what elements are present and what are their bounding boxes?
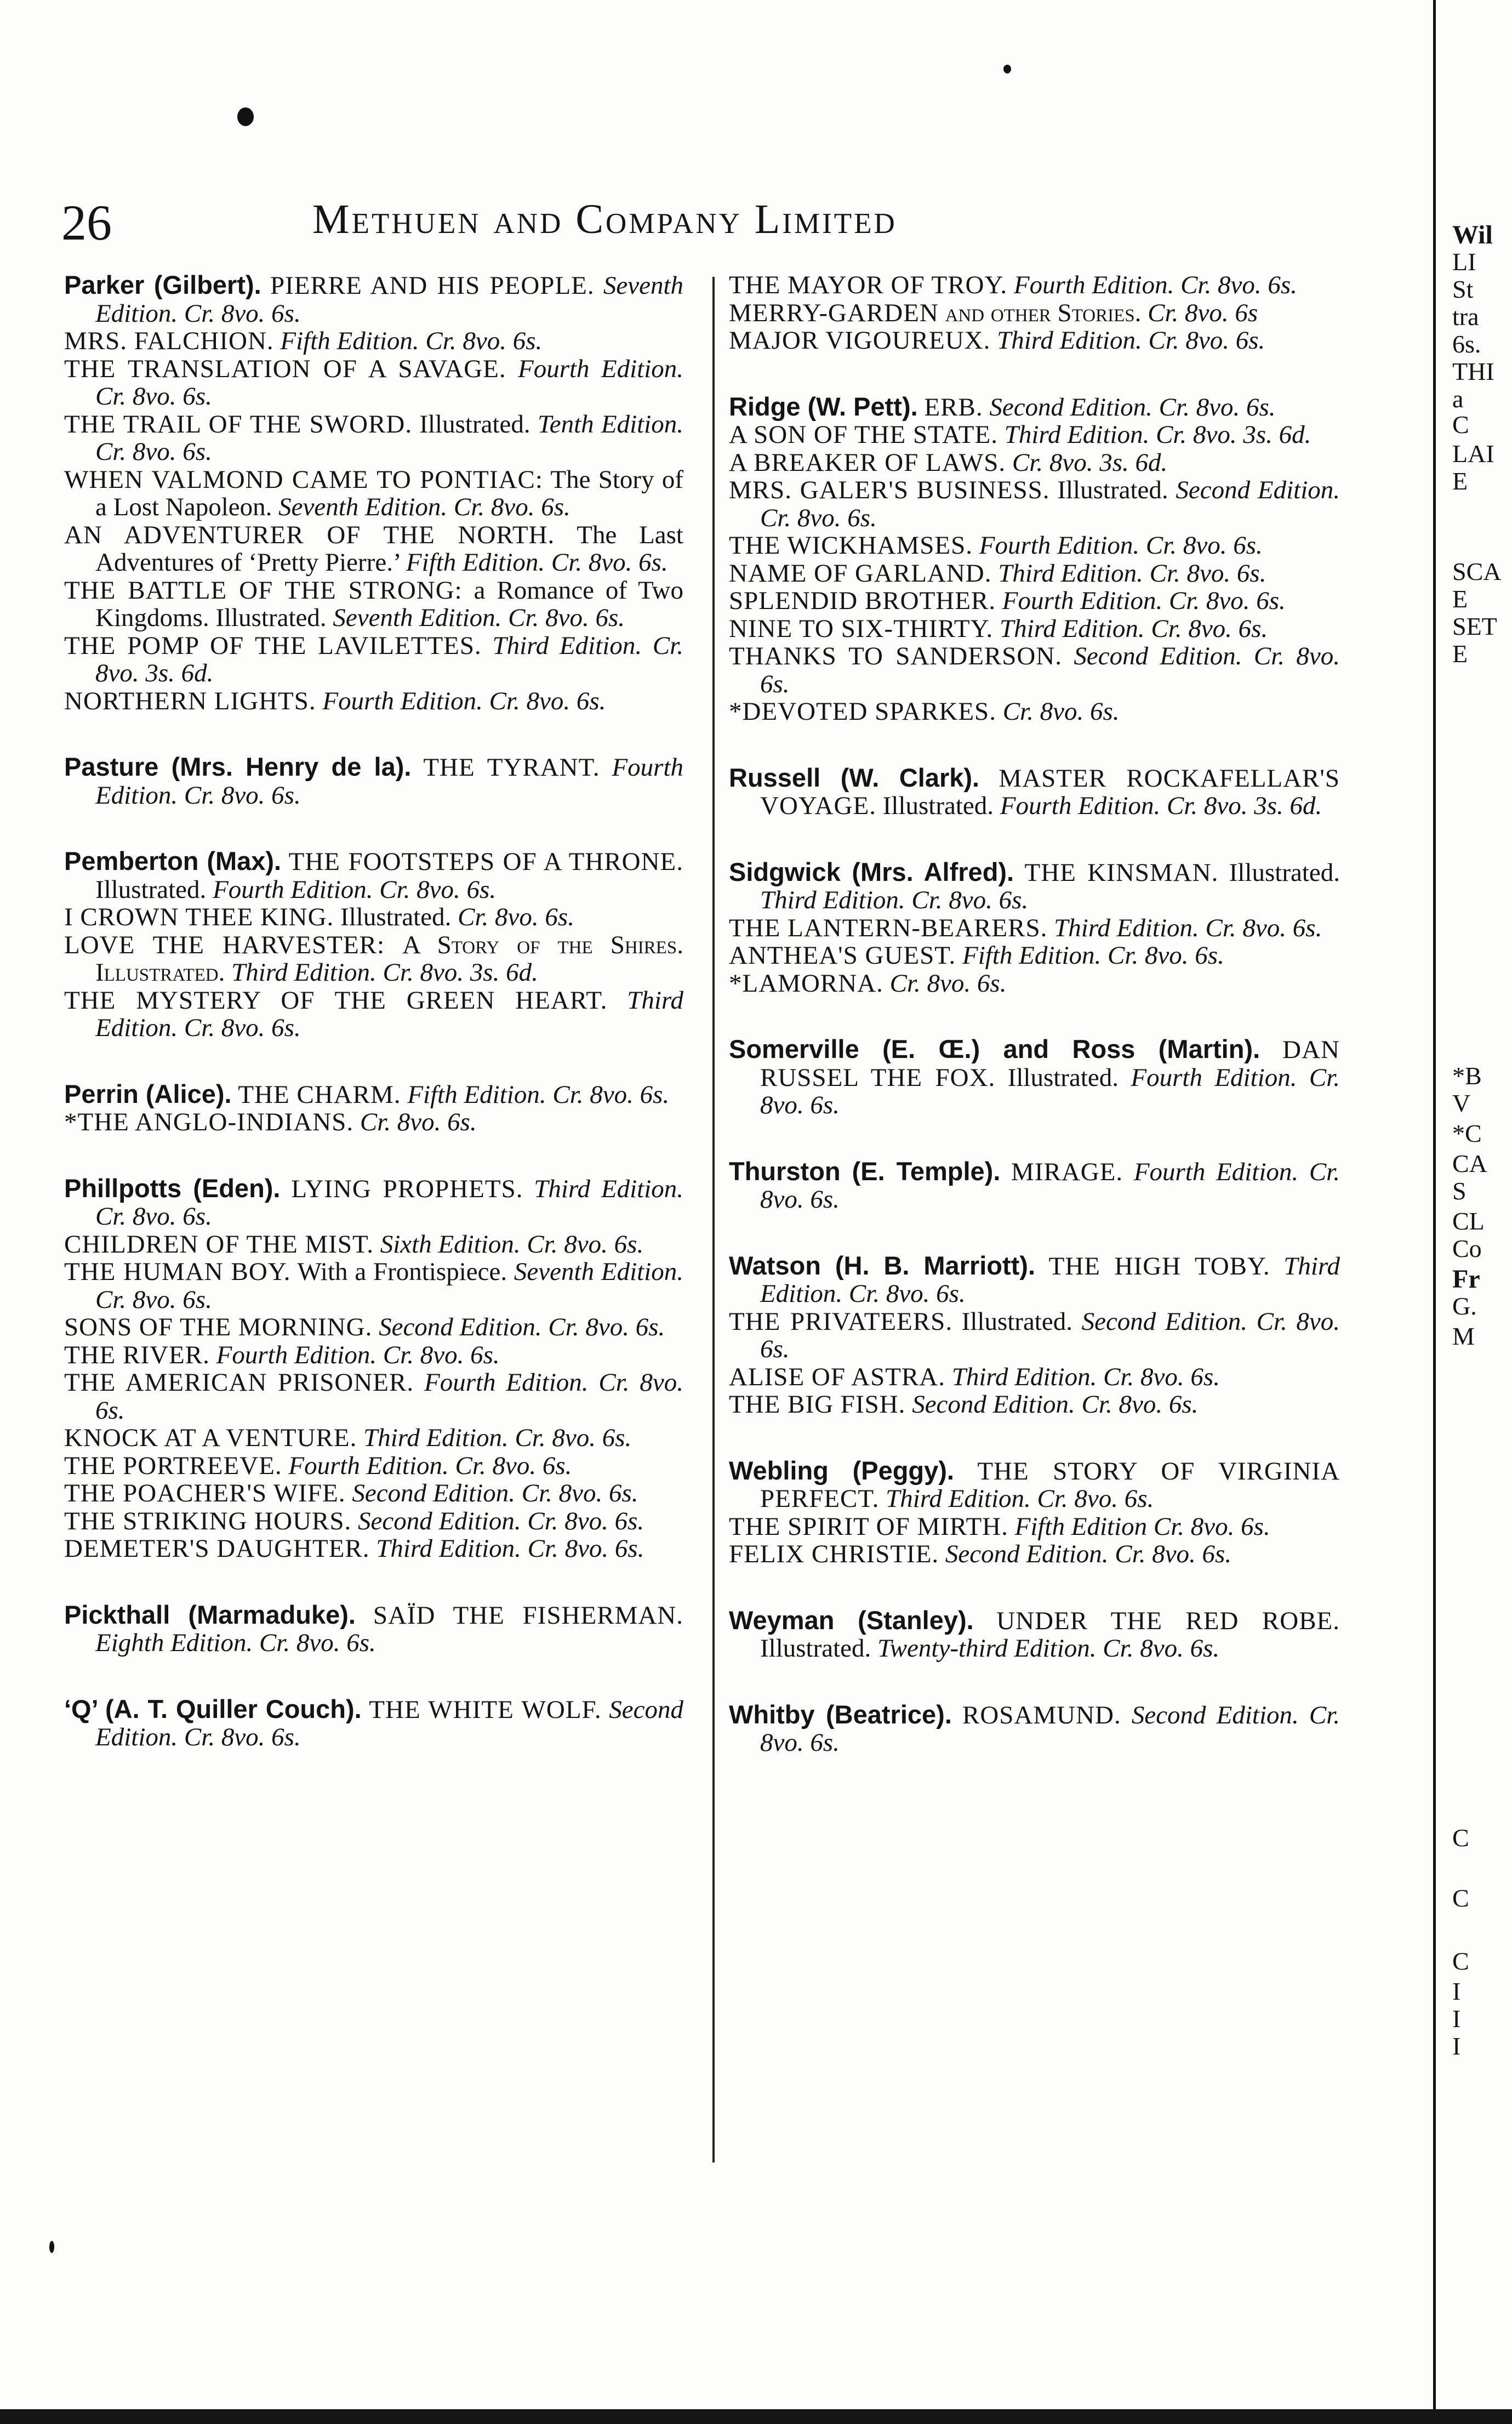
book-imprint: Fifth Edition Cr. 8vo. 6s. [1014,1512,1270,1541]
book-imprint: Seventh Edition. Cr. 8vo. 6s. [333,604,625,632]
book-title: THANKS TO SANDERSON. [729,642,1063,670]
book-imprint: Twenty-third Edition. Cr. 8vo. 6s. [877,1634,1220,1663]
facing-page-fragment: C [1452,1947,1469,1975]
book-title: NORTHERN LIGHTS. [64,686,316,715]
book-note: The Story of a Lost Napoleon. [95,465,684,521]
facing-page-fragment: LI [1452,248,1476,276]
book-listing [64,987,683,1042]
book-title: MRS. FALCHION. [64,327,274,355]
author-name: Somerville (E. Œ.) and Ross (Martin). [729,1034,1260,1063]
book-title: NAME OF GARLAND. [729,559,992,588]
author-name: Ridge (W. Pett). [729,391,918,421]
book-title: ROSAMUND. [962,1700,1121,1729]
book-listing [64,1535,683,1563]
author-entry [729,1607,1340,1663]
author-entry [729,1035,1340,1119]
book-title: SAÏD THE FISHERMAN. [373,1601,684,1630]
book-imprint: Fourth Edition. Cr. 8vo. 6s. [1013,271,1297,299]
book-title: THE TRANSLATION OF A SAVAGE. [64,354,506,383]
author-entry [64,271,683,715]
author-name: Phillpotts (Eden). [64,1173,281,1203]
book-imprint: Third Edition. Cr. 8vo. 6s. [997,326,1265,355]
book-title: MASTER ROCKAFELLAR'S VOYAGE. [760,764,1340,820]
book-imprint: Cr. 8vo. 6s. [889,969,1007,998]
book-imprint: Cr. 8vo. 3s. 6d. [1012,448,1168,477]
book-listing [64,847,683,903]
right-column [729,271,1340,1795]
facing-page-fragment: a [1452,385,1464,413]
facing-page-fragment: CA [1452,1150,1487,1177]
left-column [64,271,683,1790]
running-head: Methuen and Company Limited [312,196,897,242]
facing-page-fragment: Fr [1452,1265,1480,1294]
book-listing [729,615,1340,643]
book-listing [729,1391,1340,1419]
book-note: A Story of the Shires. Illustrated. [95,930,683,987]
book-imprint: Third Edition. Cr. 8vo. 6s. [1000,614,1268,643]
book-imprint: Fourth Edition. Cr. 8vo. 3s. 6d. [1000,792,1322,820]
book-title: ALISE OF ASTRA. [729,1362,945,1391]
author-entry [729,1252,1340,1419]
book-listing [729,476,1340,532]
facing-page-fragment: M [1452,1322,1475,1350]
book-imprint: Fourth Edition. Cr. 8vo. 6s. [322,686,606,715]
book-listing [729,1363,1340,1391]
author-entry [64,1601,683,1657]
book-title: THE SPIRIT OF MIRTH. [729,1512,1008,1541]
book-imprint: Third Edition. Cr. 8vo. 6s. [95,1174,683,1231]
book-imprint: Fourth Edition. Cr. 8vo. 6s. [288,1451,572,1480]
book-title: DEMETER'S DAUGHTER. [64,1534,370,1563]
book-imprint: Third Edition. Cr. 8vo. 6s. [998,559,1266,588]
book-title: THE PORTREEVE. [64,1451,282,1480]
book-listing [729,970,1340,998]
book-title: NINE TO SIX-THIRTY. [729,614,994,643]
facing-page-fragment: I [1452,1977,1461,2005]
book-listing [729,393,1340,422]
author-name: Webling (Peggy). [729,1455,954,1485]
book-title: THE TYRANT. [423,753,600,782]
book-imprint: Second Edition. Cr. 8vo. 6s. [945,1540,1232,1568]
book-note: With a Frontispiece. [297,1257,507,1286]
book-imprint: Fourth Edition. Cr. 8vo. 6s. [213,875,497,904]
book-listing [64,903,683,931]
book-listing [64,931,683,987]
book-listing [64,1507,683,1535]
book-note: Illustrated. [760,1634,871,1663]
book-note: Illustrated. [1057,476,1168,504]
book-title: THE BIG FISH. [729,1390,906,1419]
book-listing [729,942,1340,970]
author-name: ‘Q’ (A. T. Quiller Couch). [64,1694,362,1723]
book-title: SONS OF THE MORNING. [64,1313,373,1341]
book-title: MERRY-GARDEN [729,298,939,327]
book-title: CHILDREN OF THE MIST. [64,1230,374,1259]
book-title: THE HUMAN BOY. [64,1257,291,1286]
book-imprint: Seventh Edition. Cr. 8vo. 6s. [95,271,683,328]
facing-page-fragment: V [1452,1089,1471,1117]
book-note: Illustrated. [95,875,207,904]
book-title: THE TRAIL OF THE SWORD. [64,409,413,439]
book-listing [729,698,1340,726]
book-imprint: Fourth Edition. Cr. 8vo. 6s. [1002,587,1286,615]
book-imprint: Second Edition. Cr. 8vo. 6s. [95,1695,683,1751]
author-entry [729,1701,1340,1757]
book-listing [64,753,683,809]
book-title: THE POACHER'S WIFE. [64,1479,346,1507]
book-imprint: Second Edition. Cr. 8vo. 6s. [760,642,1340,698]
column-rule [712,277,715,2163]
author-entry [64,1695,683,1751]
book-listing [64,355,683,411]
book-title: MAJOR VIGOUREUX. [729,326,991,355]
book-imprint: Third Edition. Cr. 8vo. 3s. 6d. [95,631,684,687]
author-name: Pickthall (Marmaduke). [64,1600,356,1629]
book-note: Illustrated. [1229,858,1340,887]
author-name: Weyman (Stanley). [729,1605,974,1635]
facing-page-fragment: Co [1452,1234,1482,1262]
author-entry [64,847,683,1042]
book-title: A SON OF THE STATE. [729,420,998,449]
book-listing [64,1313,683,1341]
book-listing [64,577,683,632]
book-imprint: Second Edition. Cr. 8vo. 6s. [760,476,1340,532]
book-title: ERB. [924,392,983,422]
book-title: THE MYSTERY OF THE GREEN HEART. [64,986,608,1015]
facing-page-fragment: E [1452,640,1468,668]
facing-page-fragment: SCA [1452,557,1502,585]
book-listing [64,1369,683,1424]
book-title: THE CHARM. [238,1080,401,1109]
book-note: a Romance of Two Kingdoms. Illustrated. [95,576,683,632]
book-imprint: Tenth Edition. Cr. 8vo. 6s. [95,409,683,466]
facing-page-fragment: C [1452,411,1469,439]
book-note: Illustrated. [419,409,530,439]
author-name: Pemberton (Max). [64,846,282,875]
author-entry [64,1175,683,1563]
book-listing [64,466,683,521]
book-listing [64,1695,683,1751]
book-listing [729,764,1340,820]
book-title: LOVE THE HARVESTER: [64,930,385,959]
facing-page-fragment: SET [1452,612,1497,640]
author-entry [729,393,1340,726]
book-title: *DEVOTED SPARKES. [729,697,996,726]
ink-spot [237,107,254,126]
facing-page-fragment: *B [1452,1062,1482,1090]
book-imprint: Eighth Edition. Cr. 8vo. 6s. [95,1629,376,1657]
book-title: THE POMP OF THE LAVILETTES. [64,631,482,660]
book-imprint: Fourth Edition. Cr. 8vo. 6s. [760,1157,1340,1214]
book-imprint: Second Edition. Cr. 8vo. 6s. [760,1307,1340,1363]
book-imprint: Third Edition. Cr. 8vo. 6s. [951,1362,1220,1391]
book-listing [729,1607,1340,1663]
page-edge-shadow [0,2409,1512,2424]
book-imprint: Sixth Edition. Cr. 8vo. 6s. [380,1230,644,1259]
book-listing [729,1308,1340,1363]
book-title: THE WHITE WOLF. [369,1695,602,1724]
facing-page-fragment: THI [1452,357,1494,385]
book-title: DAN RUSSEL THE FOX. [760,1035,1340,1092]
facing-page-fragment: St [1452,275,1474,303]
ink-spot [49,2241,54,2253]
book-listing [64,1341,683,1369]
book-listing [64,1231,683,1259]
book-listing [64,1175,683,1231]
book-listing [729,1158,1340,1214]
book-imprint: Seventh Edition. Cr. 8vo. 6s. [95,1257,684,1314]
facing-page-fragment: CL [1452,1207,1485,1235]
book-title: THE HIGH TOBY. [1048,1251,1270,1281]
book-imprint: Second Edition. Cr. 8vo. 6s. [760,1700,1340,1757]
author-name: Russell (W. Clark). [729,763,980,792]
book-listing [729,1252,1340,1308]
author-name: Parker (Gilbert). [64,270,261,299]
book-title: SPLENDID BROTHER. [729,587,996,615]
facing-page-fragment: G. [1452,1292,1477,1320]
book-listing [64,1452,683,1480]
book-note: Illustrated. [961,1307,1072,1336]
ink-spot [1003,65,1011,73]
book-title: THE FOOTSTEPS OF A THRONE. [288,847,684,876]
book-title: THE KINSMAN. [1024,858,1219,887]
book-title: THE BATTLE OF THE STRONG: [64,576,463,605]
book-imprint: Third Edition. Cr. 8vo. 3s. 6d. [231,958,538,987]
book-imprint: Third Edition. Cr. 8vo. 3s. 6d. [1004,420,1311,449]
book-imprint: Fourth Edition. Cr. 8vo. 6s. [95,354,683,411]
book-imprint: Third Edition. Cr. 8vo. 6s. [760,1251,1340,1308]
facing-page-fragment: *C [1452,1119,1482,1147]
book-listing [64,1480,683,1507]
facing-page-fragment: tra [1452,303,1479,331]
book-note: Illustrated. [340,903,452,931]
book-imprint: Fourth Edition. Cr. 8vo. 6s. [95,753,684,810]
book-imprint: Third Edition. Cr. 8vo. 6s. [886,1484,1154,1513]
book-listing [64,1080,683,1109]
book-listing [729,858,1340,914]
book-listing [64,1258,683,1313]
book-listing [64,1424,683,1452]
book-title: I CROWN THEE KING. [64,903,334,931]
author-name: Sidgwick (Mrs. Alfred). [729,857,1014,886]
book-imprint: Fourth Edition. Cr. 8vo. 6s. [760,1063,1340,1119]
book-listing [729,1701,1340,1757]
facing-page-fragment: C [1452,1884,1469,1912]
author-entry [729,858,1340,998]
book-imprint: Third Edition. Cr. 8vo. 6s. [376,1534,644,1563]
book-listing [729,1035,1340,1119]
book-title: *LAMORNA. [729,969,883,998]
book-imprint: Second Edition. Cr. 8vo. 6s. [989,392,1276,422]
facing-page-fragment: Wil [1452,220,1493,249]
book-title: LYING PROPHETS. [291,1174,523,1203]
author-entry [64,1080,683,1136]
facing-page-fragment: I [1452,2005,1461,2033]
book-imprint: Third Edition. Cr. 8vo. 6s. [1054,913,1322,942]
book-imprint: Fourth Edition. Cr. 8vo. 6s. [216,1340,500,1369]
book-listing [729,914,1340,942]
book-imprint: Cr. 8vo. 6s [1148,298,1258,327]
book-listing [64,327,683,355]
book-imprint: Fifth Edition. Cr. 8vo. 6s. [280,327,543,355]
book-listing [729,1457,1340,1513]
author-entry [729,271,1340,355]
book-title: WHEN VALMOND CAME TO PONTIAC: [64,465,543,494]
book-listing [729,449,1340,477]
book-listing [64,1601,683,1657]
book-imprint: Third Edition. Cr. 8vo. 6s. [760,886,1029,914]
book-imprint: Cr. 8vo. 6s. [360,1108,477,1136]
author-name: Watson (H. B. Marriott). [729,1250,1036,1280]
book-listing [729,587,1340,615]
author-name: Pasture (Mrs. Henry de la). [64,752,412,781]
book-title: THE RIVER. [64,1340,210,1369]
book-title: ANTHEA'S GUEST. [729,941,956,970]
book-listing [64,521,683,577]
book-title: THE WICKHAMSES. [729,531,973,560]
book-imprint: Fourth Edition. Cr. 8vo. 6s. [95,1368,684,1425]
author-entry [729,764,1340,820]
book-listing [64,1108,683,1136]
book-note: Illustrated. [1007,1063,1119,1092]
book-title: KNOCK AT A VENTURE. [64,1424,357,1452]
book-listing [729,421,1340,449]
book-title: UNDER THE RED ROBE. [996,1606,1340,1635]
book-listing [729,327,1340,355]
book-listing [64,411,683,466]
facing-page-fragment: E [1452,467,1468,495]
book-imprint: Second Edition. Cr. 8vo. 6s. [379,1313,665,1341]
book-imprint: Fourth Edition. Cr. 8vo. 6s. [979,531,1263,560]
author-name: Thurston (E. Temple). [729,1156,1001,1186]
book-listing [64,687,683,715]
facing-page-fragment: E [1452,585,1468,613]
author-entry [64,753,683,809]
page-number: 26 [61,195,112,251]
book-title: THE STORY OF VIRGINIA PERFECT. [760,1456,1340,1513]
book-title: THE LANTERN-BEARERS. [729,913,1048,942]
book-listing [729,642,1340,698]
book-listing [729,299,1340,327]
facing-page-fragment: I [1452,2032,1461,2060]
facing-page-fragment: LAI [1452,440,1494,468]
book-listing [729,1513,1340,1541]
book-imprint: Fifth Edition. Cr. 8vo. 6s. [406,548,668,577]
book-note: and other Stories. [945,298,1142,327]
book-title: FELIX CHRISTIE. [729,1540,939,1568]
book-listing [729,560,1340,588]
book-listing [729,532,1340,560]
book-title: MRS. GALER'S BUSINESS. [729,476,1050,504]
author-entry [729,1158,1340,1214]
author-entry [729,1457,1340,1568]
book-listing [64,632,683,687]
book-imprint: Cr. 8vo. 6s. [458,903,574,931]
book-title: AN ADVENTURER OF THE NORTH. [64,520,555,549]
book-title: *THE ANGLO-INDIANS. [64,1108,354,1136]
book-title: THE PRIVATEERS. [729,1307,953,1336]
book-listing [64,271,683,327]
book-imprint: Fifth Edition. Cr. 8vo. 6s. [407,1080,670,1109]
author-name: Perrin (Alice). [64,1079,232,1108]
book-imprint: Second Edition. Cr. 8vo. 6s. [912,1390,1199,1419]
facing-page-fragment: 6s. [1452,330,1481,358]
book-title: THE MAYOR OF TROY. [729,271,1008,299]
book-note: Illustrated. [882,792,994,820]
book-title: PIERRE AND HIS PEOPLE. [270,271,595,300]
facing-page-fragment: S [1452,1177,1467,1205]
author-name: Whitby (Beatrice). [729,1699,952,1729]
facing-page-fragment: C [1452,1824,1469,1852]
book-title: A BREAKER OF LAWS. [729,448,1006,477]
book-note: The Last Adventures of ‘Pretty Pierre.’ [95,520,683,577]
book-title: THE STRIKING HOURS. [64,1506,352,1535]
book-imprint: Cr. 8vo. 6s. [1002,697,1120,726]
book-imprint: Seventh Edition. Cr. 8vo. 6s. [278,493,570,521]
book-listing [729,271,1340,299]
book-imprint: Fifth Edition. Cr. 8vo. 6s. [962,941,1224,970]
book-imprint: Second Edition. Cr. 8vo. 6s. [358,1506,644,1535]
book-imprint: Third Edition. Cr. 8vo. 6s. [95,986,683,1042]
book-imprint: Second Edition. Cr. 8vo. 6s. [352,1479,638,1507]
book-title: MIRAGE. [1011,1157,1123,1186]
book-listing [729,1540,1340,1568]
book-imprint: Third Edition. Cr. 8vo. 6s. [363,1424,632,1452]
book-title: THE AMERICAN PRISONER. [64,1368,414,1397]
